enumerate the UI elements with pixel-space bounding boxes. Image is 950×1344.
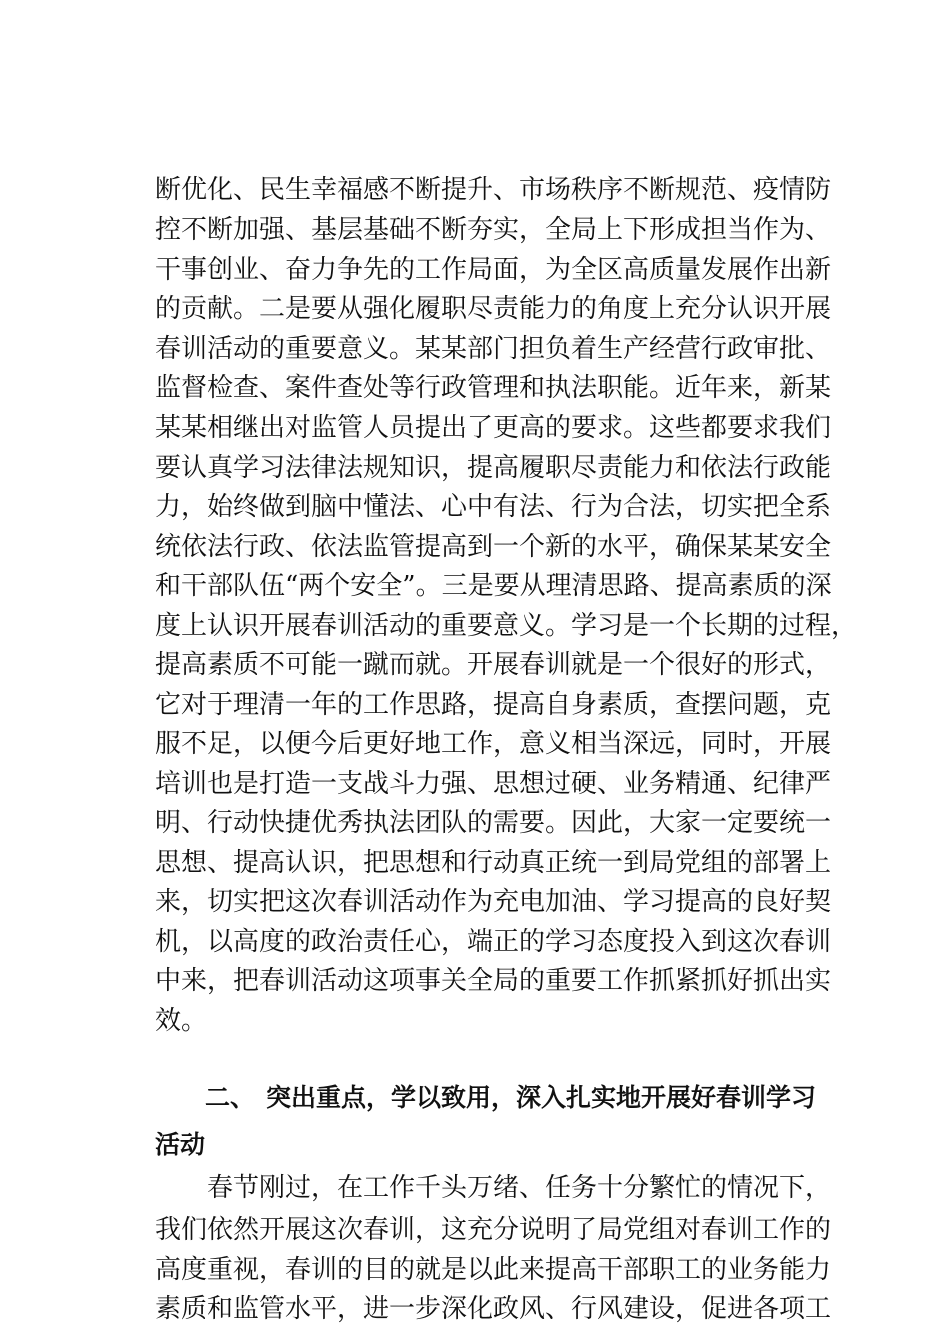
section-heading-title-continued: 活动 [155,1130,206,1159]
body-line: 培训也是打造一支战斗力强、思想过硬、业务精通、纪律严 [155,769,832,799]
body-line: 断优化、民生幸福感不断提升、市场秩序不断规范、疫情防 [155,175,832,205]
section2-line: 我们依然开展这次春训，这充分说明了局党组对春训工作的 [155,1215,832,1245]
body-line: 服不足，以便今后更好地工作，意义相当深远，同时，开展 [155,729,832,759]
body-line: 和干部队伍“两个安全”。三是要从理清思路、提高素质的深 [155,571,832,601]
body-line: 思想、提高认识，把思想和行动真正统一到局党组的部署上 [155,848,832,878]
body-line: 中来，把春训活动这项事关全局的重要工作抓紧抓好抓出实 [155,966,832,996]
body-line: 要认真学习法律法规知识，提高履职尽责能力和依法行政能 [155,453,832,483]
body-line: 统依法行政、依法监管提高到一个新的水平，确保某某安全 [155,532,832,562]
section2-line: 素质和监管水平，进一步深化政风、行风建设，促进各项工 [155,1294,832,1324]
section-heading-number: 二、 [205,1083,256,1112]
section2-line: 春节刚过，在工作千头万绪、任务十分繁忙的情况下， [207,1173,832,1203]
body-line: 的贡献。二是要从强化履职尽责能力的角度上充分认识开展 [155,294,832,324]
body-line: 它对于理清一年的工作思路，提高自身素质，查摆问题，克 [155,690,832,720]
body-line: 明、行动快捷优秀执法团队的需要。因此，大家一定要统一 [155,808,832,838]
section-heading-title: 突出重点，学以致用，深入扎实地开展好春训学习 [266,1083,817,1112]
body-line: 力，始终做到脑中懂法、心中有法、行为合法，切实把全系 [155,492,832,522]
body-line: 春训活动的重要意义。某某部门担负着生产经营行政审批、 [155,334,832,364]
body-line: 监督检查、案件查处等行政管理和执法职能。近年来，新某 [155,373,832,403]
body-line: 控不断加强、基层基础不断夯实，全局上下形成担当作为、 [155,215,832,245]
body-line: 提高素质不可能一蹴而就。开展春训就是一个很好的形式， [155,650,832,680]
body-line: 效。 [155,1006,208,1036]
body-line: 来，切实把这次春训活动作为充电加油、学习提高的良好契 [155,887,832,917]
body-line: 干事创业、奋力争先的工作局面，为全区高质量发展作出新 [155,255,832,285]
body-line: 某某相继出对监管人员提出了更高的要求。这些都要求我们 [155,413,832,443]
body-line: 度上认识开展春训活动的重要意义。学习是一个长期的过程， [155,611,858,641]
body-line: 机，以高度的政治责任心，端正的学习态度投入到这次春训 [155,927,832,957]
section2-line: 高度重视，春训的目的就是以此来提高干部职工的业务能力 [155,1255,832,1285]
